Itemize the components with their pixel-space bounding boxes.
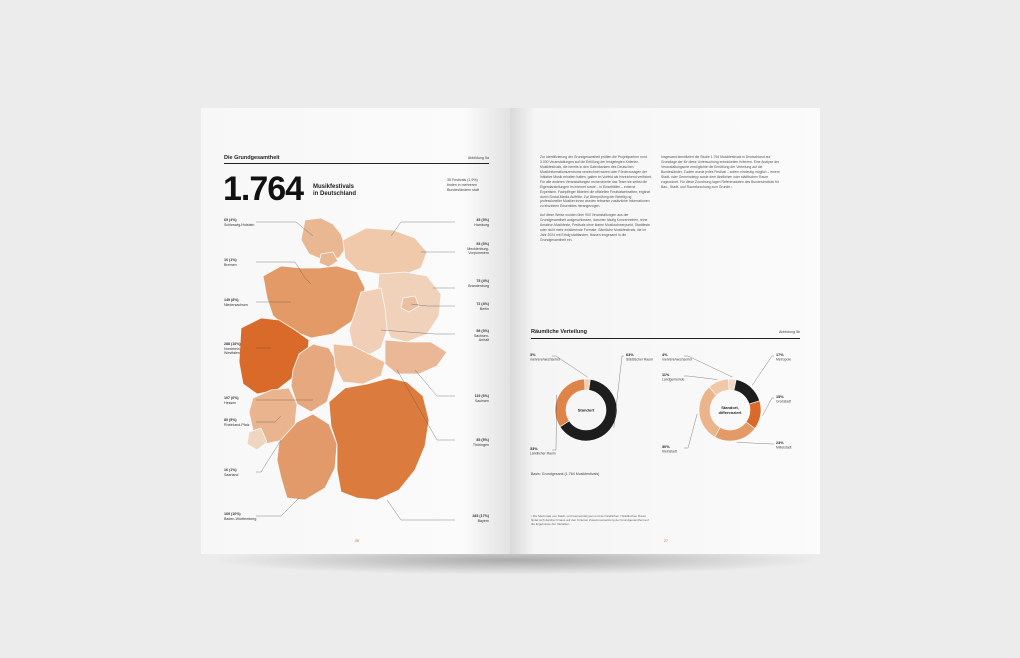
label-schleswig-holstein: 65 (4%) Schleswig-Holstein [224,218,255,227]
donut-2-leader-3 [763,398,774,416]
section-title: Die Grundgesamtheit [224,155,280,161]
body-column-1: Zur Identifizierung der Grundgesamtheit prüften die Projektpartner rund 3.000 Veranstaltungen auf die Erfüllung der festgelegten Kriterien. Musikfestivals, die bereits in den Datenbanken des Deutschen Musikinformationszentrums verzeichnet waren oder Förderzusagen der Initiative Musik erhalten hatten, galten im Vorfeld als hinreichend verifiziert. Für alle anderen Veranstaltungen recherchierte das Team sie selbst die Eigendarstellungen im Internet sowie – in Einzelfällen – externe Expertisen. Fachpfleger bildeten die offiziellen Festivalwebseiten, ergänzt durch Social-Media-Auftritte. Zur Überprüfung der Beteilig-ng professioneller Musiker:innen wurden teilweise zusätzliche Informationen zu einzelnen Ensembles herangezogen. Auf diese Weise wurden über 900 Veranstaltungen aus der Grundgesamtheit ausgeschlossen, darunter häufig Konzertreihen, reine Amateur-Musikfeste, Festivals ohne klaren Musikschwerpunkt, Stadtfeste oder nicht mehr existierende Formate. Sämtliche Musikfestivals, die im Jahr 2024 mit Erfolg stattfanden, flossen insgesamt in die Grundgesamtheit ein. [540,155,653,242]
label-bremen: 16 (1%) Bremen [224,258,237,267]
right-page [510,108,820,554]
donut-1-label-2: Städtischer Raum [626,357,653,362]
donut-1-value-2: 63% [626,353,634,357]
map-bayern [329,378,429,500]
donut-2-label-3: Großstadt [776,399,792,404]
label-mecklenburg-vorpommern: 53 (3%) Mecklenburg-Vorpommern [467,242,489,256]
donut-2-value-2: 17% [776,353,784,357]
label-rheinland-pfalz: 80 (5%) Rheinland-Pfalz [224,418,250,427]
donut-2-value-5: 30% [662,445,670,449]
map-sachsen [385,340,447,374]
big-number-caption: Musikfestivals in Deutschland [313,184,357,198]
big-number: 1.764 [223,170,304,208]
chart-caption: Basis: Grundgesamt (1.764 Musikfestivals) [531,472,600,476]
donut-2-label-2: Metropole [776,357,792,362]
donut-1-slice-3 [555,379,585,427]
donut-1-label-3: Ländlicher Raum [530,451,556,456]
label-saarland: 16 (1%) Saarland [224,468,239,477]
label-brandenburg: 75 (4%) Brandenburg [468,279,489,288]
label-baden-wuerttemberg: 169 (10%) Baden-Württemberg [224,512,257,521]
donut-1-label-1: mehrere/wechselnd [530,357,560,362]
label-nordrhein-westfalen: 288 (16%) Nordrhein-Westfalen [224,342,241,356]
label-hessen: 107 (6%) Hessen [224,396,239,405]
donut-charts [510,108,820,554]
label-niedersachsen: 149 (8%) Niedersachsen [224,298,248,307]
page-number-left: 26 [355,539,359,543]
donut-2-leader-6 [684,376,717,380]
body-column-2: Insgesamt identifiziert die Studie 1.764 Musikfestivals in Deutschland auf Grundlage der für diese Untersuchung entwickelten Kriterien. Eine Analyse der Veranstaltungsorte ermöglichte die Ermittlung der Verteilung auf die Bundesländer. Zudem wurde jedes Festival – sofern eindeutig möglich – einem Stadt- oder Gemeindetyp sowie dem ländlichen oder städtischen Raum zugeordnet. Für diese Zuordnung lagen Referenzdaten des Bundesinstituts für Bau-, Stadt- und Raumforschung zum Grunde.¹ [661,155,780,189]
label-hamburg: 45 (3%) Hamburg [474,218,489,227]
germany-map [201,108,510,554]
donut-2-slice-2 [734,380,760,404]
page-number-right: 27 [664,539,668,543]
label-sachsen-anhalt: 58 (3%) Sachsen-Anhalt [473,329,489,343]
label-bayern: 283 (17%) Bayern [472,514,489,523]
label-thueringen: 85 (5%) Thüringen [472,438,489,447]
donut-2-value-6: 11% [662,373,670,377]
donut-2-leader-2 [752,356,774,386]
donut-2-label-1: mehrere/wechselnd [662,357,692,362]
donut-2-leader-5 [684,414,697,448]
donut-1-value-1: 3% [530,353,536,357]
left-page [201,108,510,554]
donut-2-center-label: differenziert [718,409,742,415]
donut-1-value-3: 33% [530,447,538,451]
donut-2-label-5: Kleinstadt [662,449,677,454]
label-berlin: 72 (4%) Berlin [476,302,489,311]
donut-2-center-label: Standort, [721,405,739,411]
footnote: ¹ Die Merkmale von Stadt- und Gemeindetypen und der ländlichen / Städtischen Raum findet sich darüber hinaus auf den Kriterien Zusammensetzung der Grundgesamtheit auf die Ergebnisse der Variablen. [531,514,649,527]
label-sachsen: 119 (6%) Sachsen [474,394,489,403]
donut-2-value-4: 23% [776,441,784,445]
donut-2-leader-4 [737,442,774,444]
donut-2-value-1: 4% [662,353,668,357]
donut-2-label-6: Landgemeinde [662,377,685,382]
figure-label: Abbildung 5a [468,156,489,160]
donut-2-label-4: Mittelstadt [776,445,792,450]
chart-section-title: Räumliche Verteilung [531,329,587,335]
chart-figure-label: Abbildung 5b [779,330,800,334]
donut-1-center-label: Standort [577,407,595,413]
side-note: 35 Festivals (1,9%) finden in mehreren Bundesländern statt [447,178,479,192]
donut-2-value-3: 15% [776,395,784,399]
donut-2-slice-4 [715,422,755,441]
map-mecklenburg-vorpommern [343,228,427,276]
